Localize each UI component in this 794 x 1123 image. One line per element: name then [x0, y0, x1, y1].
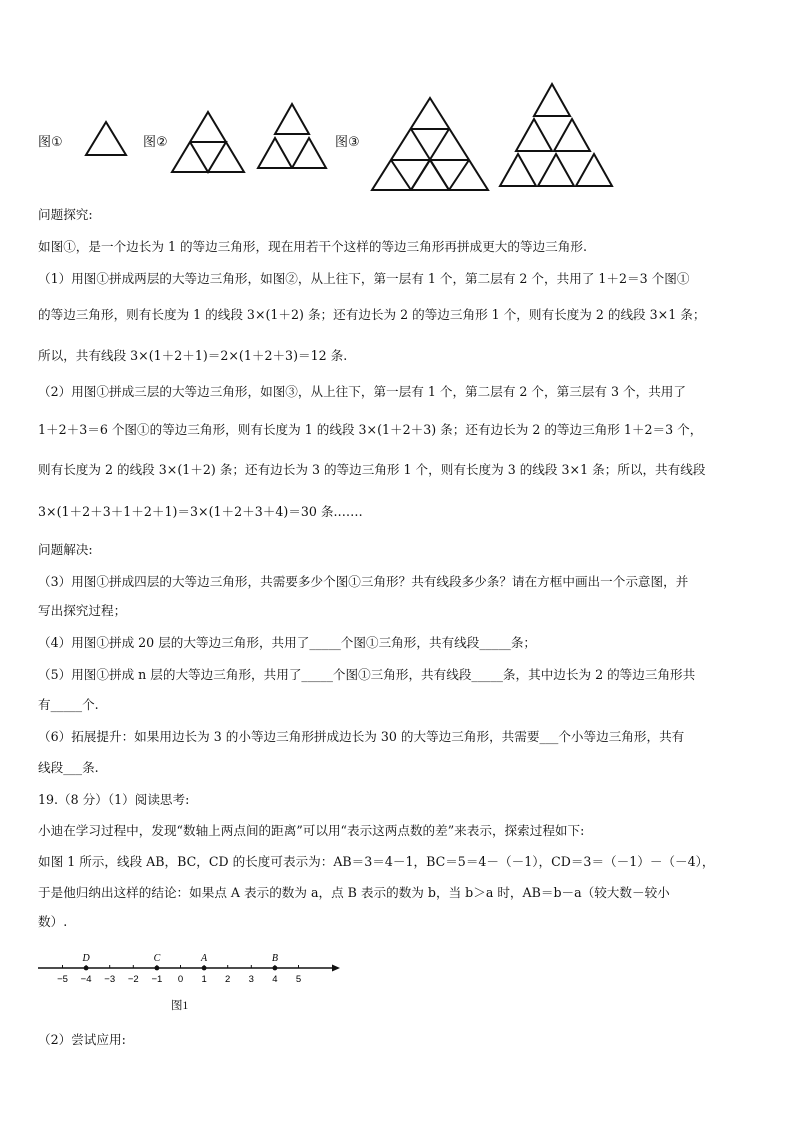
text-line: 所以，共有线段 3×(1＋2＋1)＝2×(1＋2＋3)＝12 条.	[38, 348, 348, 363]
text-line: 如图 1 所示，线段 AB，BC，CD 的长度可表示为：AB＝3＝4－1，BC＝5＝4－（－1），CD＝3＝（－1）－（－4），	[38, 854, 715, 869]
text-line: 1＋2＋3＝6 个图①的等边三角形，则有长度为 1 的线段 3×(1＋2＋3) 条；还有边长为 2 的等边三角形 1＋2＝3 个，	[38, 422, 703, 437]
text-line: 有_____个.	[38, 697, 99, 712]
tick-label: 4	[272, 974, 278, 985]
text-line: 线段___条.	[38, 760, 99, 775]
tick-label: −2	[127, 974, 139, 985]
point-a	[202, 966, 207, 971]
point-label-a: A	[201, 953, 208, 964]
point-c	[155, 966, 160, 971]
text-line: 3×(1＋2＋3＋1＋2＋1)＝3×(1＋2＋3＋4)＝30 条.……	[38, 504, 363, 519]
section-heading-solve: 问题解决:	[38, 542, 93, 557]
text-line: 小迪在学习过程中，发现“数轴上两点间的距离”可以用“表示这两点数的差”来表示，探索过程如下:	[38, 823, 585, 838]
point-label-c: C	[153, 953, 161, 964]
figure-3-label: 图③	[335, 135, 360, 150]
text-line: 的等边三角形，则有长度为 1 的线段 3×(1＋2) 条；还有边长为 2 的等边三角形 1 个，则有长度为 2 的线段 3×1 条；	[38, 307, 706, 322]
tick-label: −1	[151, 974, 163, 985]
figure-2-label: 图②	[143, 135, 168, 150]
text-line: 如图①，是一个边长为 1 的等边三角形，现在用若干个这样的等边三角形再拼成更大的等边三角形.	[38, 239, 587, 254]
question-19-heading: 19.（8 分）（1）阅读思考:	[38, 792, 190, 807]
text-line: 则有长度为 2 的线段 3×(1＋2) 条；还有边长为 3 的等边三角形 1 个，则有长度为 3 的线段 3×1 条；所以，共有线段	[38, 462, 706, 477]
point-label-d: D	[82, 953, 90, 964]
figure-1-label: 图①	[38, 135, 63, 150]
tick-label: −4	[80, 974, 92, 985]
tick-label: 5	[295, 974, 302, 985]
text-line: 数）.	[38, 914, 68, 929]
tick-label: 3	[248, 974, 254, 985]
tick-label: −5	[57, 974, 68, 985]
point-d	[84, 966, 89, 971]
number-line-caption: 图1	[171, 1000, 189, 1012]
text-line: （3）用图①拼成四层的大等边三角形，共需要多少个图①三角形？共有线段多少条？请在方框中画出一个示意图，并	[38, 574, 689, 589]
text-line: （1）用图①拼成两层的大等边三角形，如图②，从上往下，第一层有 1 个，第二层有 2 个，共用了 1＋2＝3 个图①	[38, 271, 690, 286]
text-line: 于是他归纳出这样的结论：如果点 A 表示的数为 a，点 B 表示的数为 b，当 b＞a 时，AB＝b－a（较大数－较小	[38, 885, 670, 900]
text-line: （6）拓展提升：如果用边长为 3 的小等边三角形拼成边长为 30 的大等边三角形，共需要___个小等边三角形，共有	[38, 729, 685, 744]
tick-label: 2	[225, 974, 231, 985]
tick-label: 1	[201, 974, 207, 985]
text-line: （5）用图①拼成 n 层的大等边三角形，共用了_____个图①三角形，共有线段_____条，其中边长为 2 的等边三角形共	[38, 667, 696, 682]
text-line: 写出探究过程；	[38, 603, 127, 618]
section-heading-explore: 问题探究:	[38, 207, 93, 222]
point-b	[273, 966, 278, 971]
text-line: （2）用图①拼成三层的大等边三角形，如图③，从上往下，第一层有 1 个，第二层有 2 个，第三层有 3 个，共用了	[38, 384, 686, 399]
text-line: （4）用图①拼成 20 层的大等边三角形，共用了_____个图①三角形，共有线段_____条；	[38, 635, 537, 650]
tick-label: −3	[104, 974, 116, 985]
point-label-b: B	[271, 953, 278, 964]
tick-label: 0	[177, 974, 184, 985]
text-line: （2）尝试应用:	[38, 1032, 126, 1047]
